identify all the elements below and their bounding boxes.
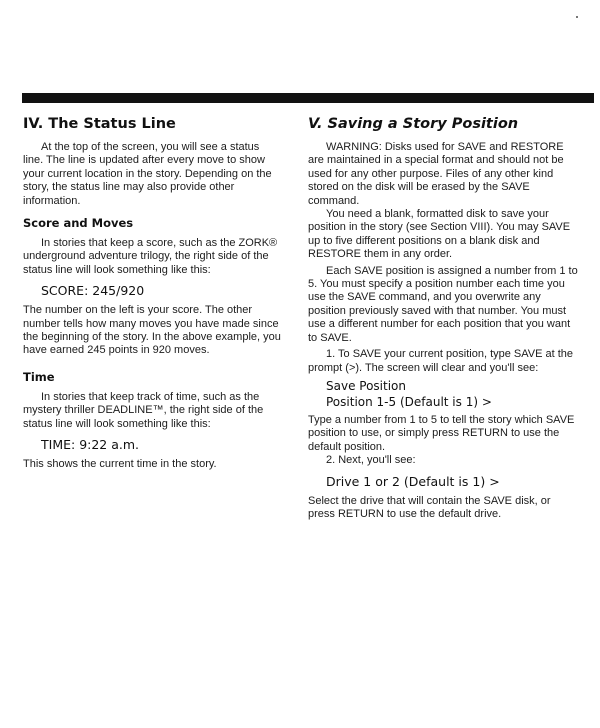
right-column: [308, 115, 578, 521]
time-example: TIME: 9:22 a.m.: [41, 437, 140, 453]
left-column: [23, 115, 281, 472]
step-two-paragraph: 2. Next, you'll see:: [326, 454, 416, 467]
header-rule: [22, 93, 594, 103]
step-one-paragraph: 1. To SAVE your current position, type SAVE at the prompt (>). The screen will clear and you'll see:: [308, 348, 574, 374]
speck-mark: [576, 16, 578, 18]
time-explanation: This shows the current time in the story.: [23, 458, 217, 471]
step-two-after: Select the drive that will contain the SAVE disk, or press RETURN to use the default drive.: [308, 494, 551, 520]
time-heading: Time: [23, 369, 55, 384]
step-one-after: Type a number from 1 to 5 to tell the story which SAVE position to use, or simply press RETURN to use the default position.: [308, 413, 575, 453]
score-moves-heading: Score and Moves: [23, 216, 134, 231]
time-paragraph: In stories that keep track of time, such as the mystery thriller DEADLINE™, the right side of the status line will look something like this:: [23, 390, 264, 430]
status-line-intro: At the top of the screen, you will see a status line. The line is updated after every move to show your current location in the story. Depending on the story, the status line may also provide other information.: [23, 141, 272, 207]
save-position-prompt: Save Position: [326, 378, 406, 393]
need-disk-paragraph: You need a blank, formatted disk to save your position in the story (see Section VIII). You may SAVE up to five different positions on a blank disk and RESTORE them in any order.: [308, 208, 571, 261]
warning-paragraph: WARNING: Disks used for SAVE and RESTORE are maintained in a special format and should not be used for any other purpose. Files of any other kind stored on the disk will be erased by the SAVE command.: [308, 141, 564, 207]
status-line-title: IV. The Status Line: [23, 116, 176, 132]
saving-title: V. Saving a Story Position: [308, 116, 519, 132]
score-paragraph: In stories that keep a score, such as the ZORK® underground adventure trilogy, the right side of the status line will look something like this:: [23, 237, 278, 276]
drive-prompt: Drive 1 or 2 (Default is 1) >: [326, 473, 500, 489]
score-explanation: The number on the left is your score. The other number tells how many moves you have made since the beginning of the story. In the above example, you have earned 245 points in 920 moves.: [23, 304, 281, 357]
score-example: SCORE: 245/920: [41, 283, 145, 299]
save-position-paragraph: Each SAVE position is assigned a number from 1 to 5. You must specify a position number each time you use the SAVE command, and you overwrite any position previously saved with that number. You must use a different number for each position that you want to SAVE.: [308, 264, 578, 344]
position-default-prompt: Position 1-5 (Default is 1) >: [326, 394, 492, 409]
